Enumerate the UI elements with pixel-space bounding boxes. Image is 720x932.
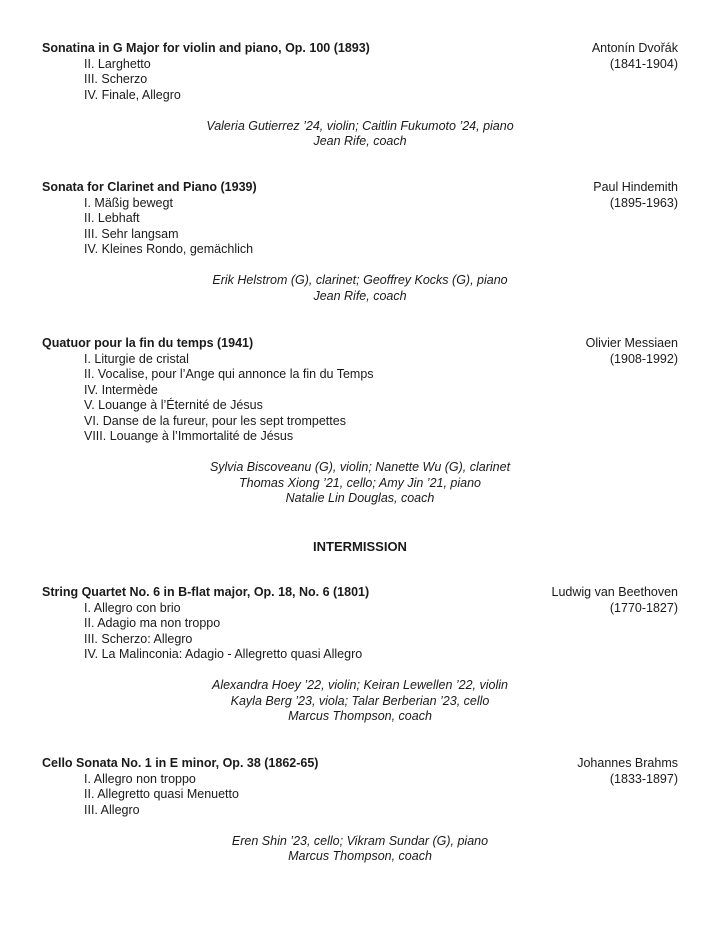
- performer-line: Kayla Berg ’23, viola; Talar Berberian ’23, cello: [230, 693, 490, 708]
- movement: II. Lebhaft: [84, 211, 140, 225]
- movement: III. Scherzo: Allegro: [84, 631, 193, 646]
- movement: II. Larghetto: [84, 56, 151, 71]
- movement: III. Sehr langsam: [84, 226, 179, 241]
- movement: II. Allegretto quasi Menuetto: [84, 787, 239, 801]
- composer-name: Olivier Messiaen: [585, 336, 678, 350]
- composer-dates: (1833-1897): [609, 771, 678, 786]
- program-piece: [42, 756, 678, 865]
- movement: IV. Intermède: [84, 382, 158, 397]
- movement: IV. La Malinconia: Adagio - Allegretto quasi Allegro: [84, 647, 363, 661]
- movement-list: [42, 57, 678, 104]
- program-piece: [42, 180, 678, 304]
- composer-name: Ludwig van Beethoven: [551, 585, 678, 599]
- intermission-heading: INTERMISSION: [313, 539, 407, 554]
- movement: I. Allegro non troppo: [84, 771, 196, 786]
- coach-line: Marcus Thompson, coach: [288, 849, 432, 863]
- composer-dates: (1895-1963): [609, 195, 678, 210]
- composer-name: Paul Hindemith: [593, 180, 678, 194]
- composer-name: Antonín Dvořák: [591, 41, 678, 55]
- movement: IV. Finale, Allegro: [84, 87, 181, 102]
- piece-title: String Quartet No. 6 in B-flat major, Op. 18, No. 6 (1801): [42, 585, 370, 599]
- movement: II. Adagio ma non troppo: [84, 616, 221, 630]
- composer-dates: (1770-1827): [609, 600, 678, 615]
- movement-list: [42, 772, 678, 819]
- movement-list: [42, 352, 678, 445]
- movement: I. Liturgie de cristal: [84, 351, 189, 366]
- coach-line: Marcus Thompson, coach: [288, 709, 432, 723]
- performer-line: Sylvia Biscoveanu (G), violin; Nanette Wu (G), clarinet: [209, 460, 511, 474]
- movement: VIII. Louange à l’Immortalité de Jésus: [84, 429, 294, 443]
- coach-line: Jean Rife, coach: [313, 134, 407, 148]
- program-piece: [42, 336, 678, 507]
- performers: [42, 460, 678, 507]
- composer-name: Johannes Brahms: [577, 756, 678, 770]
- composer-dates: (1908-1992): [609, 351, 678, 366]
- coach-line: Natalie Lin Douglas, coach: [285, 491, 435, 505]
- movement: V. Louange à l’Éternité de Jésus: [84, 398, 263, 412]
- movement: I. Allegro con brio: [84, 600, 181, 615]
- movement-list: [42, 196, 678, 258]
- performers: [42, 119, 678, 150]
- movement: II. Vocalise, pour l’Ange qui annonce la fin du Temps: [84, 367, 374, 381]
- movement-list: [42, 601, 678, 663]
- piece-title: Sonata for Clarinet and Piano (1939): [42, 180, 257, 194]
- performer-line: Thomas Xiong ’21, cello; Amy Jin ’21, piano: [238, 475, 482, 490]
- movement: VI. Danse de la fureur, pour les sept trompettes: [84, 413, 346, 428]
- movement: III. Scherzo: [84, 72, 148, 86]
- coach-line: Jean Rife, coach: [313, 288, 407, 303]
- movement: IV. Kleines Rondo, gemächlich: [84, 242, 254, 256]
- piece-title: Sonatina in G Major for violin and piano, Op. 100 (1893): [42, 41, 370, 55]
- piece-title: Cello Sonata No. 1 in E minor, Op. 38 (1862-65): [42, 756, 319, 770]
- performers: [42, 834, 678, 865]
- movement: I. Mäßig bewegt: [84, 195, 173, 210]
- program-piece: [42, 585, 678, 725]
- program-piece: [42, 41, 678, 150]
- performers: [42, 273, 678, 304]
- composer-dates: (1841-1904): [609, 56, 678, 71]
- performers: [42, 678, 678, 725]
- performer-line: Alexandra Hoey ’22, violin; Keiran Lewellen ’22, violin: [211, 678, 508, 692]
- performer-line: Eren Shin ’23, cello; Vikram Sundar (G), piano: [231, 833, 489, 848]
- movement: III. Allegro: [84, 802, 140, 817]
- piece-title: Quatuor pour la fin du temps (1941): [42, 336, 254, 350]
- performer-line: Valeria Gutierrez ’24, violin; Caitlin Fukumoto ’24, piano: [206, 118, 514, 133]
- performer-line: Erik Helstrom (G), clarinet; Geoffrey Kocks (G), piano: [212, 273, 508, 287]
